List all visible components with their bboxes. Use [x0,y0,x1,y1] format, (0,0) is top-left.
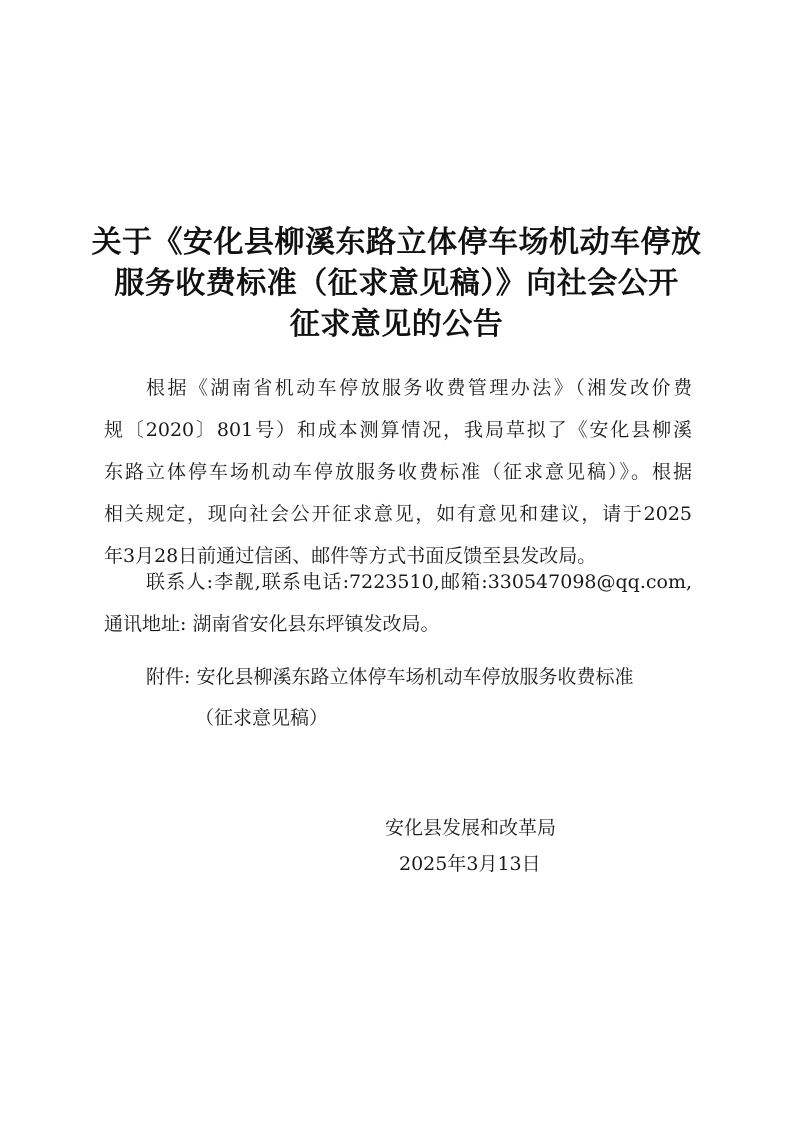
signature-organization: 安化县发展和改革局 [385,817,557,839]
contact-line: 联系人:李靓,联系电话:7223510,邮箱:330547098@qq.com, [146,571,692,593]
title-line-1: 关于《安化县柳溪东路立体停车场机动车停放 [91,225,702,260]
paragraph-line: 规〔2020〕801号）和成本测算情况，我局草拟了《安化县柳溪 [104,419,692,441]
title-line-2: 服务收费标准（征求意见稿）》向社会公开 [114,266,679,301]
signature-date: 2025年3月13日 [399,853,541,875]
address-line: 通讯地址: 湖南省安化县东坪镇发改局。 [104,613,440,635]
paragraph-line: 根据《湖南省机动车停放服务收费管理办法》（湘发改价费 [146,377,692,399]
title-line-3: 征求意见的公告 [289,307,504,342]
attachment-line: 附件: 安化县柳溪东路立体停车场机动车停放服务收费标准 [146,666,634,688]
attachment-line: （征求意见稿） [195,707,329,729]
paragraph-line: 相关规定，现向社会公开征求意见，如有意见和建议，请于2025 [104,503,692,525]
document-title [60,222,733,345]
paragraph-line: 东路立体停车场机动车停放服务收费标准（征求意见稿）》。根据 [104,461,692,483]
paragraph-line: 年3月28日前通过信函、邮件等方式书面反馈至县发改局。 [104,545,597,567]
